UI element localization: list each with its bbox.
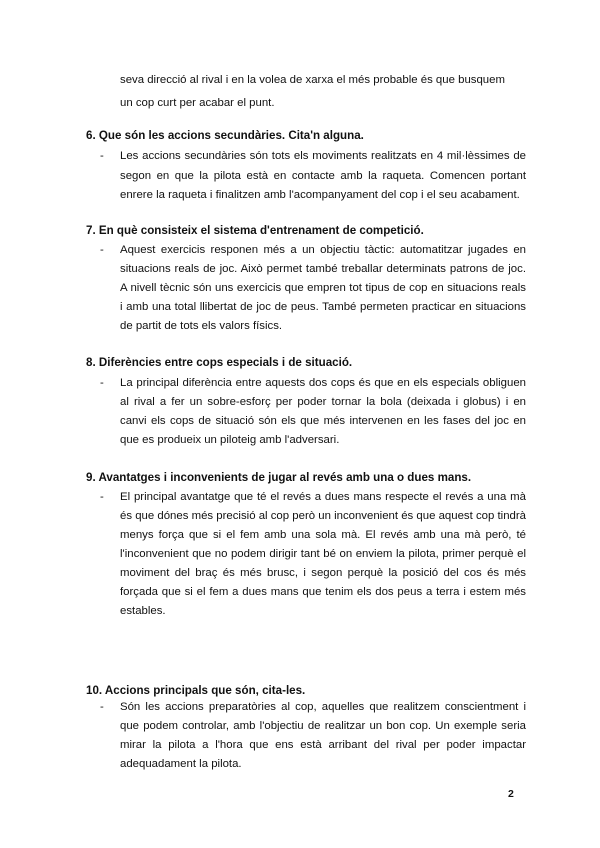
answer-7 (100, 241, 526, 336)
answer-7-dash: - (100, 244, 104, 256)
page-number: 2 (508, 788, 514, 800)
answer-10 (100, 698, 526, 774)
answer-10-text: Són les accions preparatòries al cop, aquelles que realitzem conscientment i que podem controlar, amb l'objectiu de realitzar un bon cop. Un exemple seria mirar la pilota a l'hora que ens està arribant del rival per poder impactar adequadament la pilota. (120, 701, 526, 770)
answer-8-dash: - (100, 377, 104, 389)
question-7-heading: 7. En què consisteix el sistema d'entrenament de competició. (86, 224, 424, 237)
question-6-heading: 6. Que són les accions secundàries. Cita'n alguna. (86, 129, 364, 142)
question-10-heading: 10. Accions principals que són, cita-les. (86, 684, 306, 697)
answer-8-text: La principal diferència entre aquests dos cops és que en els especials obliguen al rival a fer un sobre-esforç per poder tornar la bola (deixada i globus) i en canvi els cops de situació són els que més intervenen en les fases del joc en que es produeix un piloteig amb l'adversari. (120, 377, 526, 446)
answer-9-dash: - (100, 491, 104, 503)
answer-10-dash: - (100, 701, 104, 713)
answer-6-text: Les accions secundàries són tots els moviments realitzats en 4 mil·lèssimes de segon en que la pilota està en contacte amb la raqueta. Comencen portant enrere la raqueta i finalitzen amb l'acompanyament del cop i el seu acabament. (120, 150, 526, 201)
answer-8 (100, 374, 526, 450)
answer-7-text: Aquest exercicis responen més a un objectiu tàctic: automatitzar jugades en situacions reals de joc. Això permet també treballar determinats patrons de joc. A nivell tècnic són uns exercicis que empren tot tipus de cop en situacions reals i amb una total llibertat de joc de peus. També permeten practicar en situacions de partit de tots els valors físics. (120, 244, 526, 332)
answer-6 (100, 147, 526, 206)
question-8-heading: 8. Diferències entre cops especials i de situació. (86, 356, 353, 369)
answer-9-text: El principal avantatge que té el revés a dues mans respecte el revés a una mà és que dónes més precisió al cop però un inconvenient és que aquest cop tindrà menys força que si el fem amb una sola mà. El revés amb una mà però, té l'inconvenient que no podem dirigir tant bé on enviem la pilota, primer perquè el moviment del braç és més brusc, i segon perquè la posició del cos és més forçada que si el fem a dues mans que tenim els dos peus a terra i estem més estables. (120, 491, 526, 617)
question-9-heading: 9. Avantatges i inconvenients de jugar al revés amb una o dues mans. (86, 471, 472, 484)
continuation-paragraph: seva direcció al rival i en la volea de xarxa el més probable és que busquem un cop curt per acabar el punt. (120, 74, 505, 109)
answer-6-dash: - (100, 150, 104, 162)
answer-9 (100, 488, 526, 621)
